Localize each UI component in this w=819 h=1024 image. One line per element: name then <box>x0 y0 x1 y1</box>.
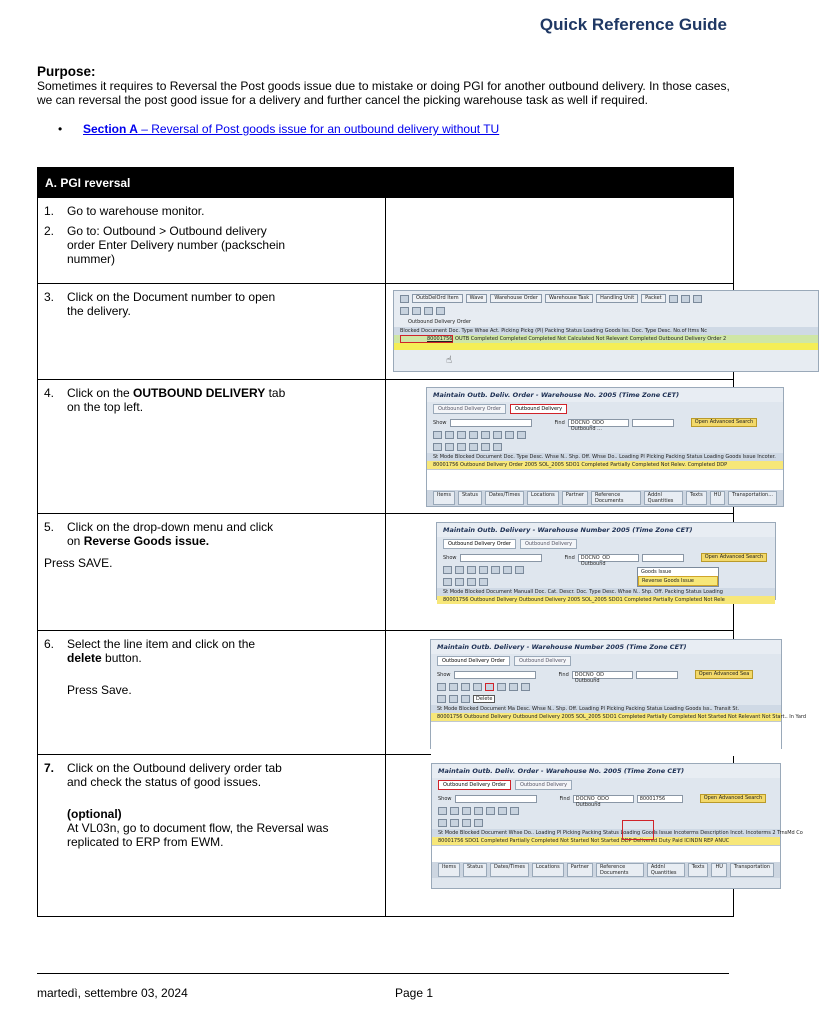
menu-item-goods-issue[interactable]: Goods Issue <box>641 569 672 575</box>
section-a-prefix[interactable]: Section A <box>83 122 138 136</box>
toolbar-icon[interactable] <box>481 431 490 439</box>
section-a-text[interactable]: – Reversal of Post goods issue for an outbound delivery without TU <box>137 122 500 136</box>
toolbar-icon[interactable] <box>491 566 500 574</box>
toolbar-icon[interactable] <box>498 807 507 815</box>
screen-title: Maintain Outb. Deliv. Order - Warehouse No. 2005 (Time Zone CET) <box>427 388 783 402</box>
purpose-text: Sometimes it requires to Reversal the Post goods issue due to mistake or doing PGI for another outbound delivery. In those cases, we can reversal the post good issue for a delivery and further cancel the picking warehouse task as well if required. <box>37 79 730 107</box>
step-text: Go to: Outbound > Outbound delivery order Enter Delivery number (packschein nummer) <box>67 224 286 266</box>
toolbar-button[interactable]: Handling Unit <box>596 294 638 303</box>
step-text: Click on the drop-down menu and click on <box>67 520 274 548</box>
toolbar-icon[interactable] <box>438 807 447 815</box>
row-values: OUTB Completed Completed Completed Not Calculated Not Relevant Completed Outbound Delivery Order 2 <box>453 336 727 342</box>
selected-row[interactable] <box>394 343 818 350</box>
toolbar-icon[interactable] <box>445 443 454 451</box>
toolbar-icon[interactable] <box>437 683 446 691</box>
toolbar-icon[interactable] <box>481 443 490 451</box>
screenshot-step-7 <box>431 763 803 889</box>
find-select[interactable]: DOCNO_ODO Outbound ... <box>568 419 629 427</box>
toolbar-icon[interactable] <box>479 578 488 586</box>
toolbar-icon[interactable] <box>493 431 502 439</box>
step-text: tab on the top left. <box>67 386 286 414</box>
step-image-cell-3 <box>386 284 734 380</box>
toolbar-icon[interactable] <box>457 443 466 451</box>
step-cell-7 <box>38 755 386 917</box>
find-label: Find <box>558 671 569 678</box>
step-extra-text: Press Save. <box>67 683 132 697</box>
find-input[interactable]: 80001756 <box>637 795 683 803</box>
toolbar-button[interactable]: Packet <box>641 294 665 303</box>
toolbar-icon[interactable] <box>505 431 514 439</box>
screenshot-step-4 <box>426 387 784 507</box>
tab-addnl-quantities[interactable]: Addnl Quantities <box>647 863 685 877</box>
step-number: 7. <box>44 761 55 775</box>
menu-item-reverse-goods-issue[interactable]: Reverse Goods Issue <box>638 576 718 586</box>
step-cell-1-2 <box>38 198 386 284</box>
toolbar-icon[interactable] <box>450 819 459 827</box>
toolbar-button[interactable]: OutbDelOrd Item <box>412 294 463 303</box>
toolbar-icon[interactable] <box>462 819 471 827</box>
tab-addnl-quantities[interactable]: Addnl Quantities <box>644 491 683 505</box>
toolbar-icon[interactable] <box>462 807 471 815</box>
tab-outbound-delivery[interactable]: Outbound Delivery <box>515 780 572 790</box>
toolbar-button[interactable]: Wave <box>466 294 488 303</box>
toolbar-icon <box>693 295 702 303</box>
optional-label: (optional) <box>67 807 122 821</box>
toolbar-icon[interactable] <box>469 443 478 451</box>
step-text: Click on the Outbound delivery order tab and check the status of good issues. <box>67 761 282 789</box>
delete-icon[interactable] <box>485 683 494 691</box>
toolbar-icon <box>412 307 421 315</box>
toolbar-icon[interactable] <box>479 566 488 574</box>
grid-empty-area <box>427 469 783 492</box>
document-number-link[interactable]: 80001756 <box>400 335 453 343</box>
grid-header: St Mode Blocked Document Whse Do.. Loading Pl Picking Packing Status Loading Goods Issue Incoterms Description Incot. Incoterms 2 TrnsMd Co <box>432 829 780 837</box>
toolbar-icon <box>400 295 409 303</box>
tab-partner[interactable]: Partner <box>562 491 588 505</box>
toolbar-icon[interactable] <box>497 683 506 691</box>
step-text: Click on the <box>67 386 134 400</box>
tab-status[interactable]: Status <box>463 863 487 877</box>
toolbar-icon[interactable] <box>438 819 447 827</box>
tab-reference-documents[interactable]: Reference Documents <box>591 491 641 505</box>
tab-items[interactable]: Items <box>433 491 455 505</box>
step-image-cell-4 <box>386 380 776 514</box>
tab-dates-times[interactable]: Dates/Times <box>490 863 529 877</box>
find-select[interactable]: DOCNO_ODO Outbound <box>573 795 634 803</box>
tab-transportation[interactable]: Transportation <box>730 863 774 877</box>
toolbar-icon[interactable] <box>450 807 459 815</box>
show-label: Show <box>443 554 457 561</box>
toolbar-icon <box>681 295 690 303</box>
cursor-icon: ☝ <box>446 355 453 366</box>
tab-outbound-delivery-order[interactable]: Outbound Delivery Order <box>443 539 516 549</box>
step-number: 4. <box>44 386 55 400</box>
show-select[interactable] <box>454 671 536 679</box>
toolbar-icon[interactable] <box>474 807 483 815</box>
toolbar-icon[interactable] <box>469 431 478 439</box>
find-select[interactable]: DOCNO_OD Outbound <box>572 671 633 679</box>
screen-title: Maintain Outb. Delivery - Warehouse Number 2005 (Time Zone CET) <box>437 523 775 537</box>
table-row[interactable]: 80001756 Outbound Delivery Outbound Delivery 2005 SOL_2005 SDO1 Completed Partially Completed Not Rele <box>437 596 775 604</box>
table-row[interactable]: 80001756 Outbound Delivery Order 2005 SOL_2005 SDO1 Completed Partially Completed Not Relev. Completed DDP <box>427 461 783 469</box>
toolbar-icon[interactable] <box>445 431 454 439</box>
footer-page-number: Page 1 <box>395 986 434 1000</box>
screen-title: Maintain Outb. Deliv. Order - Warehouse No. 2005 (Time Zone CET) <box>432 764 780 778</box>
toolbar-icon <box>436 307 445 315</box>
toolbar-icon[interactable] <box>461 683 470 691</box>
tab-transportation[interactable]: Transportation... <box>728 491 777 505</box>
find-label: Find <box>554 419 565 426</box>
find-input[interactable] <box>642 554 684 562</box>
grid-caption: Outbound Delivery Order <box>408 319 471 325</box>
toolbar-icon[interactable] <box>443 578 452 586</box>
tab-outbound-delivery[interactable]: Outbound Delivery <box>520 539 577 549</box>
toolbar-icon[interactable] <box>433 443 442 451</box>
step-cell-3 <box>38 284 386 380</box>
tab-items[interactable]: Items <box>438 863 460 877</box>
toolbar-icon[interactable] <box>443 566 452 574</box>
toolbar-icon[interactable] <box>503 566 512 574</box>
step-extra-text: Press SAVE. <box>44 556 113 570</box>
footer-divider <box>37 973 729 974</box>
tab-locations[interactable]: Locations <box>532 863 564 877</box>
toolbar-icon <box>669 295 678 303</box>
toolbar-icon[interactable] <box>455 578 464 586</box>
tab-outbound-delivery-order[interactable]: Outbound Delivery Order <box>438 780 511 790</box>
toolbar-icon[interactable] <box>455 566 464 574</box>
step-text-bold: OUTBOUND DELIVERY <box>133 386 266 400</box>
table-heading: A. PGI reversal <box>38 168 734 198</box>
screenshot-step-3 <box>393 290 819 372</box>
advanced-search-button[interactable]: Open Advanced Sea <box>695 670 754 679</box>
tab-hu[interactable]: HU <box>711 863 726 877</box>
step-image-cell-5 <box>386 514 764 631</box>
toolbar-icon[interactable] <box>437 695 446 703</box>
grid-header: St Mode Blocked Document Manuall Doc. Cat. Descr. Doc. Type Desc. Whse N.. Shp. Off. Packing Status Loading <box>437 588 775 596</box>
toolbar-icon[interactable] <box>449 683 458 691</box>
toolbar-icon[interactable] <box>457 431 466 439</box>
goods-issue-dropdown-menu <box>637 567 719 587</box>
purpose-label: Purpose: <box>37 64 96 79</box>
grid-header: Blocked Document Doc. Type Whse Act. Picking Pickg (Pl) Packing Status Loading Goods Iss. Doc. Type Desc. No.of Itms Nc <box>394 327 818 335</box>
tab-outbound-delivery[interactable]: Outbound Delivery <box>514 656 571 666</box>
section-a-link[interactable] <box>83 122 499 136</box>
step-number: 3. <box>44 290 55 304</box>
toolbar-icon <box>400 307 409 315</box>
screenshot-step-6 <box>430 639 807 749</box>
step-number: 1. <box>44 204 55 218</box>
table-row[interactable]: 80001756 SDO1 Completed Partially Completed Not Started Not Started DDP Delivered Duty Paid ICINDN REP ANUC <box>432 837 780 845</box>
tab-hu[interactable]: HU <box>710 491 725 505</box>
tab-outbound-delivery[interactable]: Outbound Delivery <box>510 404 567 414</box>
toolbar-icon[interactable] <box>517 431 526 439</box>
step-image-cell-1-2 <box>386 198 734 284</box>
bullet-icon: • <box>58 122 63 136</box>
toolbar-icon[interactable] <box>515 566 524 574</box>
toolbar-button[interactable]: Warehouse Task <box>545 294 593 303</box>
table-row[interactable]: 80001756 Outbound Delivery Outbound Delivery 2005 SOL_2005 SDO1 Completed Partially Completed Not Started Not Relevant Not Start.. In Yard <box>431 713 781 721</box>
toolbar-icon[interactable] <box>509 683 518 691</box>
find-input[interactable] <box>632 419 674 427</box>
toolbar-icon[interactable] <box>467 578 476 586</box>
toolbar-button[interactable]: Warehouse Order <box>490 294 542 303</box>
bottom-tab-strip <box>432 862 780 878</box>
screen-title: Maintain Outb. Delivery - Warehouse Number 2005 (Time Zone CET) <box>431 640 781 654</box>
toolbar-icon[interactable] <box>467 566 476 574</box>
toolbar-icon[interactable] <box>493 443 502 451</box>
advanced-search-button[interactable]: Open Advanced Search <box>700 794 766 803</box>
show-label: Show <box>433 419 447 426</box>
tab-outbound-delivery-order[interactable]: Outbound Delivery Order <box>437 656 510 666</box>
step-text: Click on the Document number to open the delivery. <box>67 290 276 318</box>
toolbar-icon[interactable] <box>486 807 495 815</box>
step-image-cell-6 <box>386 631 807 755</box>
grid-header: St Mode Blocked Document Doc. Type Desc. Whse N.. Shp. Off. Whse Do.. Loading Pl Picking Packing Status Loading Goods Issue Incoter. <box>427 453 783 461</box>
step-text-bold: delete <box>67 651 102 665</box>
bottom-tab-strip <box>427 490 783 506</box>
delete-tooltip: Delete <box>473 695 495 703</box>
show-label: Show <box>438 795 452 802</box>
grid-header: St Mode Blocked Document Ma Desc. Whse N.. Shp. Off. Loading Pl Picking Packing Status Loading Goods Iss.. Transit St. <box>431 705 781 713</box>
show-select[interactable] <box>455 795 537 803</box>
toolbar-icon <box>424 307 433 315</box>
tab-status[interactable]: Status <box>458 491 482 505</box>
find-label: Find <box>564 554 575 561</box>
advanced-search-button[interactable]: Open Advanced Search <box>701 553 767 562</box>
step-text: button. <box>101 651 142 665</box>
step-number: 2. <box>44 224 55 238</box>
goods-issue-status-highlight <box>622 820 654 840</box>
toolbar-icon[interactable] <box>510 807 519 815</box>
show-select[interactable] <box>450 419 532 427</box>
toolbar-icon[interactable] <box>474 819 483 827</box>
tab-locations[interactable]: Locations <box>527 491 559 505</box>
toolbar-icon[interactable] <box>433 431 442 439</box>
show-select[interactable] <box>460 554 542 562</box>
screenshot-step-5 <box>436 522 776 603</box>
advanced-search-button[interactable]: Open Advanced Search <box>691 418 757 427</box>
tab-dates-times[interactable]: Dates/Times <box>485 491 524 505</box>
step-image-cell-7 <box>386 755 803 917</box>
show-label: Show <box>437 671 451 678</box>
find-input[interactable] <box>636 671 678 679</box>
tab-reference-documents[interactable]: Reference Documents <box>596 863 644 877</box>
step-cell-4 <box>38 380 386 514</box>
step-text: Select the line item and click on the <box>67 637 256 651</box>
toolbar-icon[interactable] <box>461 695 470 703</box>
step-cell-5 <box>38 514 386 631</box>
document-title: Quick Reference Guide <box>539 15 727 34</box>
toolbar-icon[interactable] <box>449 695 458 703</box>
footer-date: martedì, settembre 03, 2024 <box>37 986 188 1000</box>
optional-text: At VL03n, go to document flow, the Reversal was replicated to ERP from EWM. <box>67 821 329 849</box>
grid-empty-area <box>431 721 781 756</box>
step-cell-6 <box>38 631 386 755</box>
tab-partner[interactable]: Partner <box>567 863 593 877</box>
step-text: Go to warehouse monitor. <box>67 204 205 218</box>
tab-texts[interactable]: Texts <box>688 863 709 877</box>
find-select[interactable]: DOCNO_OD Outbound <box>578 554 639 562</box>
step-text-bold: Reverse Goods issue. <box>83 534 210 548</box>
step-number: 5. <box>44 520 55 534</box>
find-label: Find <box>559 795 570 802</box>
steps-table <box>37 167 807 917</box>
tab-outbound-delivery-order[interactable]: Outbound Delivery Order <box>433 404 506 414</box>
step-number: 6. <box>44 637 55 651</box>
table-row[interactable] <box>394 335 818 343</box>
toolbar-icon[interactable] <box>473 683 482 691</box>
toolbar-icon[interactable] <box>521 683 530 691</box>
tab-texts[interactable]: Texts <box>686 491 707 505</box>
